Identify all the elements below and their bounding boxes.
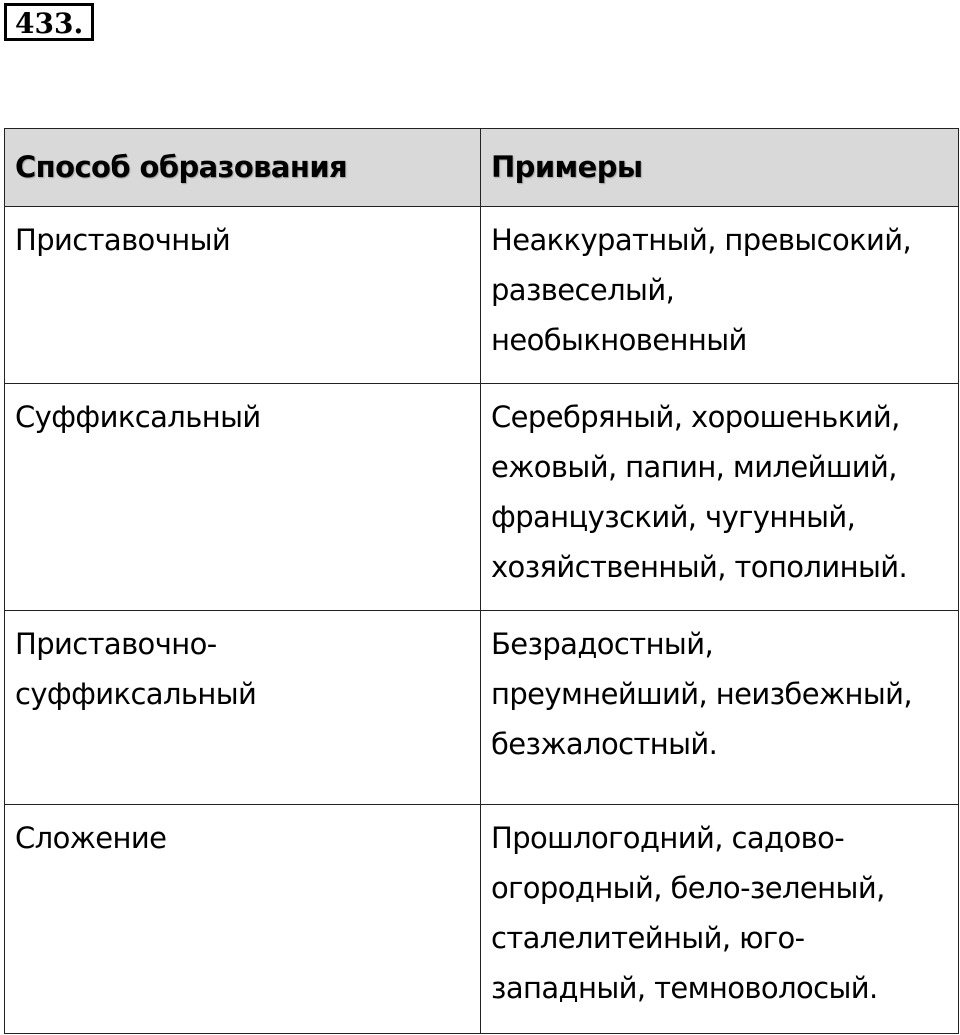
- examples-cell: [481, 611, 959, 805]
- example-line: Прошлогодний, садово-: [491, 821, 845, 855]
- table-row: [5, 805, 959, 1034]
- examples-cell: [481, 805, 959, 1034]
- table-row: [5, 611, 959, 805]
- method-line: суффиксальный: [15, 677, 257, 711]
- word-formation-table: [4, 128, 959, 1034]
- example-line: ежовый, папин, милейший,: [491, 450, 897, 484]
- example-line: Неаккуратный, превысокий,: [491, 223, 912, 257]
- examples-cell: [481, 207, 959, 384]
- example-line: необыкновенный: [491, 323, 747, 357]
- method-line: Приставочно-: [15, 627, 217, 661]
- example-line: безжалостный.: [491, 727, 718, 761]
- example-line: хозяйственный, тополиный.: [491, 550, 908, 584]
- example-line: западный, темноволосый.: [491, 971, 878, 1005]
- table-row: [5, 384, 959, 611]
- example-line: развеселый,: [491, 273, 675, 307]
- table-row: [5, 207, 959, 384]
- example-line: огородный, бело-зеленый,: [491, 871, 885, 905]
- example-line: преумнейший, неизбежный,: [491, 677, 913, 711]
- example-line: французский, чугунный,: [491, 500, 856, 534]
- example-line: Серебряный, хорошенький,: [491, 400, 900, 434]
- table-header-row: [5, 129, 959, 207]
- header-method: Способ образования: [5, 129, 481, 207]
- header-examples: Примеры: [481, 129, 959, 207]
- method-cell: Приставочный: [5, 207, 481, 384]
- method-cell: Сложение: [5, 805, 481, 1034]
- task-number: 433.: [4, 3, 94, 41]
- method-cell: [5, 611, 481, 805]
- method-cell: Суффиксальный: [5, 384, 481, 611]
- examples-cell: [481, 384, 959, 611]
- example-line: сталелитейный, юго-: [491, 921, 805, 955]
- example-line: Безрадостный,: [491, 627, 714, 661]
